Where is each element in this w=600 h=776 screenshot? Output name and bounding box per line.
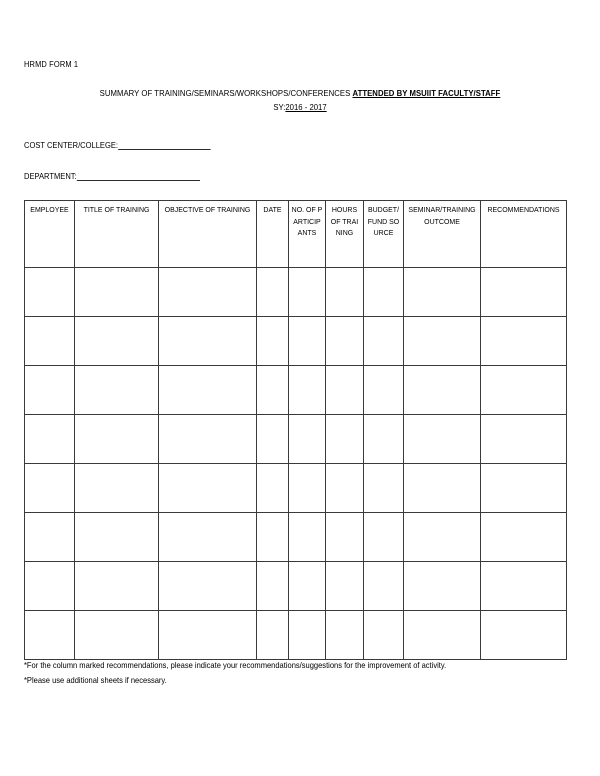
table-cell[interactable] [481,268,567,317]
table-cell[interactable] [75,317,159,366]
table-cell[interactable] [159,611,257,660]
table-cell[interactable] [481,562,567,611]
department-label: DEPARTMENT: [24,171,77,181]
column-header-6 [364,201,404,268]
column-header-1 [75,201,159,268]
department-field[interactable] [24,171,200,181]
table-cell[interactable] [289,366,326,415]
table-cell[interactable] [289,562,326,611]
footer-note: *Please use additional sheets if necessary. [24,675,167,685]
table-cell[interactable] [25,268,75,317]
column-header-label: TITLE OF TRAINING [83,205,150,214]
table-cell[interactable] [326,268,364,317]
table-cell[interactable] [75,268,159,317]
table-cell[interactable] [75,464,159,513]
column-header-5 [326,201,364,268]
footer-notes [24,658,564,688]
table-cell[interactable] [326,317,364,366]
table-cell[interactable] [257,366,289,415]
school-year-label: SY: [273,102,286,112]
table-cell[interactable] [481,415,567,464]
training-summary-table-wrapper [24,200,566,660]
table-cell[interactable] [481,464,567,513]
form-title-emphasis: ATTENDED BY MSUIIT FACULTY/STAFF [352,88,501,98]
form-code: HRMD FORM 1 [24,59,79,69]
table-cell[interactable] [326,513,364,562]
table-cell[interactable] [481,317,567,366]
table-cell[interactable] [364,513,404,562]
column-header-label: RECOMMENDATIONS [487,205,560,214]
table-cell[interactable] [481,513,567,562]
table-cell[interactable] [159,415,257,464]
table-cell[interactable] [404,268,481,317]
table-cell[interactable] [481,366,567,415]
table-cell[interactable] [326,611,364,660]
table-cell[interactable] [404,611,481,660]
table-cell[interactable] [404,366,481,415]
cost-center-input[interactable] [118,140,210,150]
column-header-label: HOURS OF TRAINING [330,205,359,237]
table-cell[interactable] [159,562,257,611]
table-cell[interactable] [257,513,289,562]
table-cell[interactable] [326,562,364,611]
table-cell[interactable] [289,268,326,317]
table-cell[interactable] [25,611,75,660]
table-cell[interactable] [364,562,404,611]
form-title [30,88,570,98]
table-cell[interactable] [404,464,481,513]
column-header-label: OBJECTIVE OF TRAINING [164,205,251,214]
table-cell[interactable] [25,317,75,366]
table-cell[interactable] [25,562,75,611]
table-cell[interactable] [326,415,364,464]
table-cell[interactable] [75,513,159,562]
department-input[interactable] [77,171,200,181]
column-header-0 [25,201,75,268]
table-cell[interactable] [364,464,404,513]
column-header-label: SEMINAR/TRAINING OUTCOME [408,205,476,226]
table-cell[interactable] [75,562,159,611]
table-cell[interactable] [75,611,159,660]
table-cell[interactable] [75,366,159,415]
table-row [25,366,567,415]
table-cell[interactable] [159,317,257,366]
column-header-label: NO. OF PARTICIPANTS [291,205,323,237]
footer-note: *For the column marked recommendations, please indicate your recommendations/suggestions for the improvement of activity. [24,660,447,670]
table-cell[interactable] [404,562,481,611]
column-header-label: DATE [263,205,282,214]
table-cell[interactable] [25,415,75,464]
table-cell[interactable] [289,317,326,366]
column-header-label: BUDGET/ FUND SOURCE [367,205,400,237]
school-year-line [30,102,570,112]
column-header-label: EMPLOYEE [30,205,69,214]
table-cell[interactable] [364,268,404,317]
table-cell[interactable] [289,611,326,660]
table-body [25,268,567,660]
table-cell[interactable] [25,513,75,562]
table-cell[interactable] [257,415,289,464]
table-cell[interactable] [289,415,326,464]
table-cell[interactable] [481,611,567,660]
cost-center-field[interactable] [24,140,210,150]
table-cell[interactable] [159,268,257,317]
table-cell[interactable] [257,317,289,366]
table-header-row [25,201,567,268]
table-row [25,317,567,366]
table-cell[interactable] [257,464,289,513]
table-row [25,415,567,464]
column-header-2 [159,201,257,268]
form-title-plain: SUMMARY OF TRAINING/SEMINARS/WORKSHOPS/CONFERENCES [99,88,353,98]
table-row [25,562,567,611]
table-cell[interactable] [404,317,481,366]
column-header-4 [289,201,326,268]
table-cell[interactable] [257,562,289,611]
table-cell[interactable] [75,415,159,464]
table-cell[interactable] [289,513,326,562]
table-cell[interactable] [326,464,364,513]
table-cell[interactable] [364,317,404,366]
table-cell[interactable] [25,464,75,513]
table-cell[interactable] [364,415,404,464]
table-cell[interactable] [257,268,289,317]
table-cell[interactable] [159,513,257,562]
table-cell[interactable] [364,611,404,660]
table-row [25,611,567,660]
table-row [25,513,567,562]
table-cell[interactable] [404,513,481,562]
table-cell[interactable] [159,464,257,513]
column-header-7 [404,201,481,268]
training-summary-table [24,200,567,660]
cost-center-label: COST CENTER/COLLEGE: [24,140,118,150]
form-title-block [0,88,600,112]
table-row [25,268,567,317]
table-cell[interactable] [326,366,364,415]
table-cell[interactable] [289,464,326,513]
table-cell[interactable] [159,366,257,415]
table-cell[interactable] [25,366,75,415]
table-cell[interactable] [404,415,481,464]
column-header-8 [481,201,567,268]
table-cell[interactable] [257,611,289,660]
school-year-value: 2016 - 2017 [285,102,327,112]
column-header-3 [257,201,289,268]
table-row [25,464,567,513]
table-cell[interactable] [364,366,404,415]
